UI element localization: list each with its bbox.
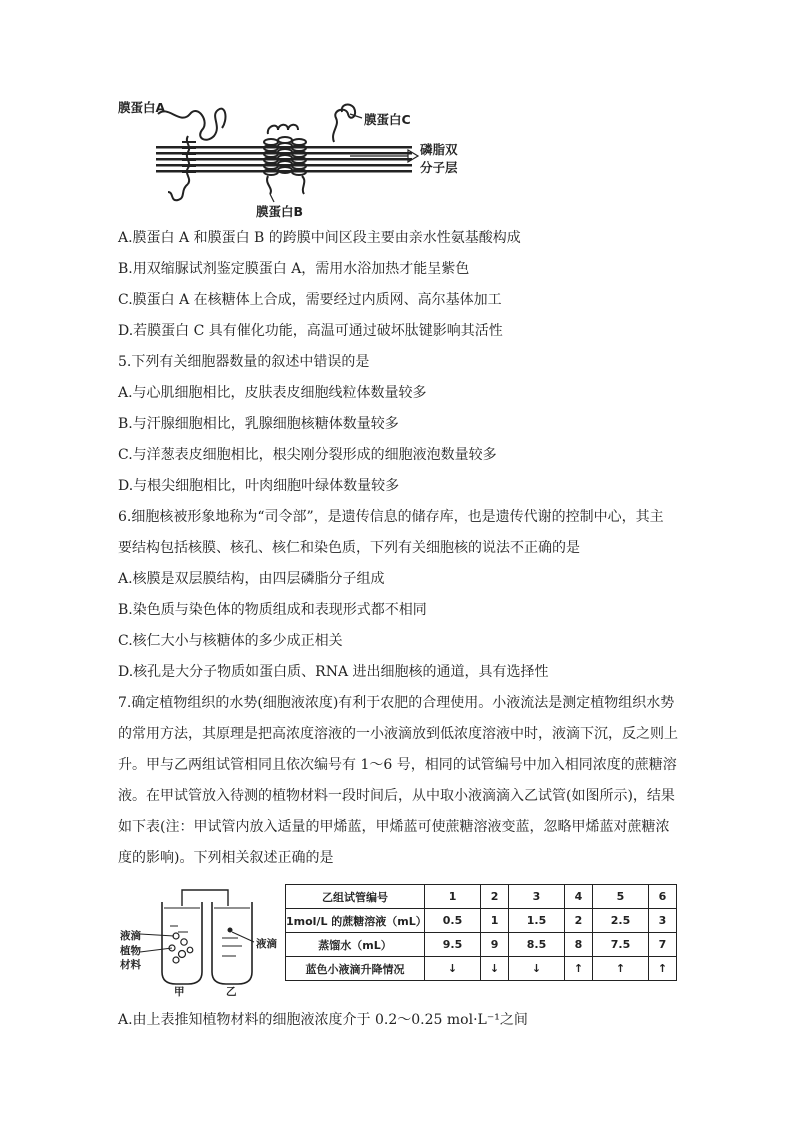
membrane-protein-figure xyxy=(118,96,488,224)
row-header-water: 蒸馏水（mL） xyxy=(286,933,425,957)
q6-option-b: B.染色质与染色体的物质组成和表现形式都不相同 xyxy=(118,602,427,618)
label-tube-jia: 甲 xyxy=(174,986,185,998)
table-row-droplet xyxy=(286,957,677,981)
q4-option-a: A.膜蛋白 A 和膜蛋白 B 的跨膜中间区段主要由亲水性氨基酸构成 xyxy=(118,230,521,246)
q6-option-c: C.核仁大小与核糖体的多少成正相关 xyxy=(118,633,343,649)
table-cell: 2 xyxy=(565,909,593,933)
q5-option-a: A.与心肌细胞相比，皮肤表皮细胞线粒体数量较多 xyxy=(118,385,427,401)
label-membrane-protein-a: 膜蛋白A xyxy=(118,100,166,115)
table-cell: 3 xyxy=(508,885,564,909)
table-cell: 7.5 xyxy=(592,933,648,957)
q6-option-d: D.核孔是大分子物质如蛋白质、RNA 进出细胞核的通道，具有选择性 xyxy=(118,664,549,680)
table-row-water xyxy=(286,933,677,957)
q5-option-b: B.与汗腺细胞相比，乳腺细胞核糖体数量较多 xyxy=(118,416,399,432)
table-cell: 1 xyxy=(425,885,481,909)
table-cell: 4 xyxy=(565,885,593,909)
table-cell: 8 xyxy=(565,933,593,957)
experiment-table xyxy=(285,884,677,981)
table-row-sucrose xyxy=(286,909,677,933)
q7-stem-line-2: 的常用方法，其原理是把高浓度溶液的一小液滴放到低浓度溶液中时，液滴下沉，反之则上 xyxy=(118,726,678,742)
label-tube-yi: 乙 xyxy=(226,986,237,998)
table-cell: ↑ xyxy=(649,957,677,981)
q4-option-c: C.膜蛋白 A 在核糖体上合成，需要经过内质网、高尔基体加工 xyxy=(118,292,502,308)
table-cell: 9.5 xyxy=(425,933,481,957)
table-cell: 1.5 xyxy=(508,909,564,933)
table-cell: 2 xyxy=(481,885,509,909)
row-header-sucrose: 1mol/L 的蔗糖溶液（mL） xyxy=(286,909,425,933)
table-cell: 7 xyxy=(649,933,677,957)
table-cell: 6 xyxy=(649,885,677,909)
table-cell: ↑ xyxy=(565,957,593,981)
row-header-tube-number: 乙组试管编号 xyxy=(286,885,425,909)
table-cell: 8.5 xyxy=(508,933,564,957)
q6-stem-line-2: 要结构包括核膜、核孔、核仁和染色质，下列有关细胞核的说法不正确的是 xyxy=(118,540,580,556)
table-cell: 9 xyxy=(481,933,509,957)
q7-stem-line-6: 度的影响)。下列相关叙述正确的是 xyxy=(118,850,334,866)
q5-stem: 5.下列有关细胞器数量的叙述中错误的是 xyxy=(118,354,370,370)
label-plant-1: 植物 xyxy=(120,945,141,957)
label-bilayer-2: 分子层 xyxy=(420,160,458,175)
q4-option-b: B.用双缩脲试剂鉴定膜蛋白 A，需用水浴加热才能呈紫色 xyxy=(118,261,470,277)
label-bilayer-1: 磷脂双 xyxy=(420,142,458,157)
table-cell: ↓ xyxy=(508,957,564,981)
table-cell: 3 xyxy=(649,909,677,933)
q4-option-d: D.若膜蛋白 C 具有催化功能，高温可通过破坏肽键影响其活性 xyxy=(118,323,503,339)
q6-option-a: A.核膜是双层膜结构，由四层磷脂分子组成 xyxy=(118,571,385,587)
q7-stem-line-3: 升。甲与乙两组试管相同且依次编号有 1～6 号，相同的试管编号中加入相同浓度的蔗糖溶 xyxy=(118,757,677,773)
label-droplet-right: 液滴 xyxy=(256,938,277,950)
table-cell: 5 xyxy=(592,885,648,909)
table-cell: 2.5 xyxy=(592,909,648,933)
table-cell: 1 xyxy=(481,909,509,933)
q7-option-a: A.由上表推知植物材料的细胞液浓度介于 0.2～0.25 mol·L⁻¹之间 xyxy=(118,1012,528,1028)
label-membrane-protein-b: 膜蛋白B xyxy=(256,204,304,219)
q7-stem-line-5: 如下表(注：甲试管内放入适量的甲烯蓝，甲烯蓝可使蔗糖溶液变蓝，忽略甲烯蓝对蔗糖浓 xyxy=(118,819,670,835)
q7-stem-line-4: 液。在甲试管放入待测的植物材料一段时间后，从中取小液滴滴入乙试管(如图所示)，结果 xyxy=(118,788,675,804)
row-header-droplet: 蓝色小液滴升降情况 xyxy=(286,957,425,981)
q6-stem-line-1: 6.细胞核被形象地称为“司令部”，是遗传信息的储存库，也是遗传代谢的控制中心，其主 xyxy=(118,509,664,525)
table-cell: ↓ xyxy=(481,957,509,981)
table-cell: ↑ xyxy=(592,957,648,981)
q5-option-c: C.与洋葱表皮细胞相比，根尖刚分裂形成的细胞液泡数量较多 xyxy=(118,447,497,463)
table-row-tube-number xyxy=(286,885,677,909)
table-cell: 0.5 xyxy=(425,909,481,933)
label-droplet-left: 液滴 xyxy=(120,930,141,942)
label-plant-2: 材料 xyxy=(120,959,141,971)
label-membrane-protein-c: 膜蛋白C xyxy=(364,112,411,127)
table-cell: ↓ xyxy=(425,957,481,981)
q5-option-d: D.与根尖细胞相比，叶肉细胞叶绿体数量较多 xyxy=(118,478,400,494)
test-tube-figure xyxy=(118,880,286,998)
q7-stem-line-1: 7.确定植物组织的水势(细胞液浓度)有利于农肥的合理使用。小液流法是测定植物组织水势 xyxy=(118,695,675,711)
